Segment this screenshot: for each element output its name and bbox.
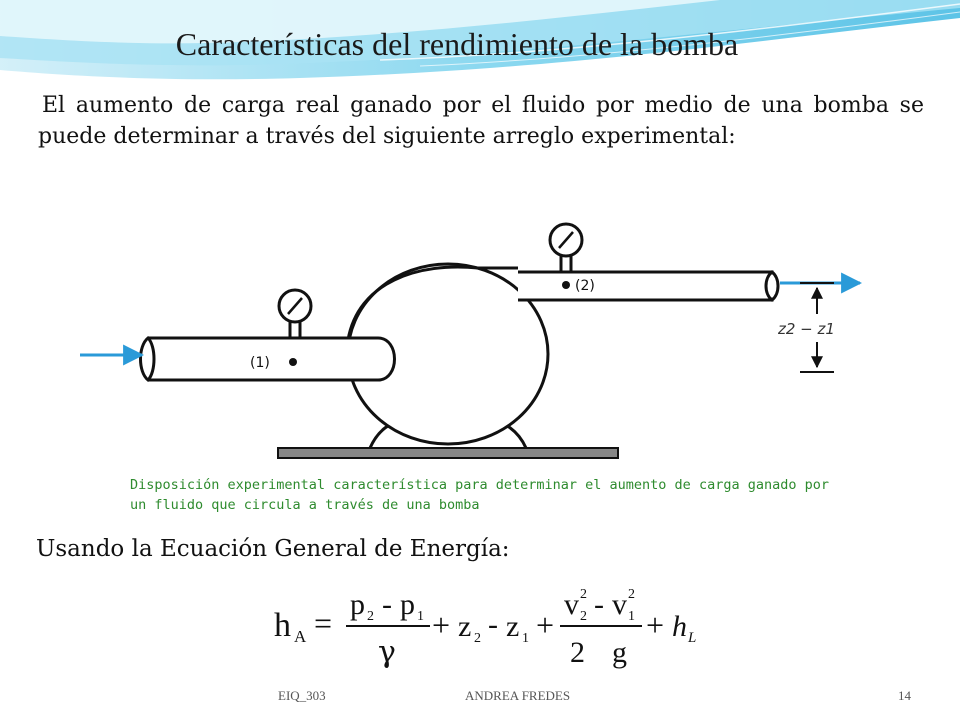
eq-v1-sub: 1: [628, 609, 635, 624]
eq-hL: h: [672, 610, 687, 643]
eq-equals: =: [314, 605, 333, 641]
pump-diagram: [78, 222, 864, 518]
eq-v2-sub: 2: [580, 609, 587, 624]
eq-v2-sup: 2: [580, 587, 587, 602]
eq-hL-sub: L: [688, 630, 697, 646]
footer-page-number: 14: [898, 688, 911, 703]
footer-course: EIQ_303: [278, 688, 326, 703]
point-2-label: (2): [575, 278, 595, 294]
eq-v2: v: [564, 588, 579, 621]
intro-paragraph: El aumento de carga real ganado por el fluido por medio de una bomba se puede determinar a través del siguiente arreglo experimental:: [38, 93, 924, 149]
discharge-pipe-end: [766, 272, 778, 300]
point-1-label: (1): [250, 355, 270, 371]
eq-z2-sub: 2: [474, 631, 481, 646]
measuring-point-2: [562, 281, 570, 289]
eq-p2-sub: 2: [367, 609, 374, 624]
eq-hA-sub: A: [294, 627, 307, 646]
eq-minus-v: -: [594, 588, 604, 621]
footer-author: ANDREA FREDES: [465, 688, 571, 703]
eq-g: g: [612, 636, 627, 669]
base-plate: [278, 448, 618, 458]
eq-minus-p: -: [382, 588, 392, 621]
measuring-point-1: [289, 358, 297, 366]
eq-v1-sup: 2: [628, 587, 635, 602]
energy-equation: [272, 584, 732, 674]
eq-plus-3: +: [646, 607, 665, 643]
eq-z1: z: [506, 610, 520, 643]
eq-gamma: γ: [378, 635, 396, 670]
eq-z1-sub: 1: [522, 631, 529, 646]
eq-p2: p: [350, 588, 365, 621]
height-dimension-label: z2 − z1: [778, 320, 835, 338]
discharge-pipe: [518, 272, 772, 300]
eq-plus-2: +: [536, 607, 555, 643]
suction-pipe-end: [141, 338, 155, 380]
eq-v1: v: [612, 588, 627, 621]
energy-equation-heading: Usando la Ecuación General de Energía:: [36, 536, 510, 562]
eq-minus-z: -: [488, 608, 498, 641]
pump-diagram-drawing: [78, 222, 864, 518]
eq-hA: h: [274, 607, 291, 644]
eq-z2: z: [458, 610, 472, 643]
suction-pipe: [148, 338, 395, 380]
diagram-caption: Disposición experimental característica para determinar el aumento de carga ganado por un fluido que circula a través de una bomba: [130, 477, 829, 513]
eq-plus-1: +: [432, 607, 451, 643]
eq-two: 2: [570, 636, 585, 669]
slide-title: Características del rendimiento de la bomba: [175, 26, 739, 62]
eq-p1: p: [400, 588, 415, 621]
eq-p1-sub: 1: [417, 609, 424, 624]
